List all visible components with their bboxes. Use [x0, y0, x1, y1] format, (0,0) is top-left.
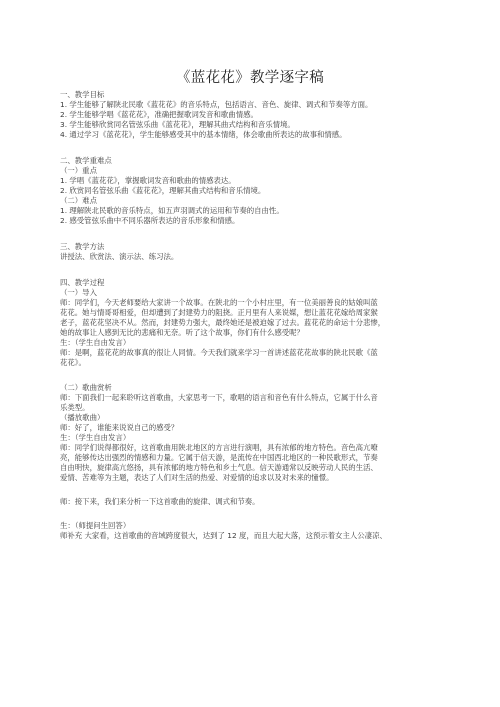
text-line: 花花。她与情哥哥相爱，但却遭到了封建势力的阻挠。正月里有人来说媒，想让蓝花花嫁给周家猴: [60, 308, 378, 317]
text-line: 师：同学们说得都很好，这首歌曲用陕北地区的方言进行演唱，具有浓郁的地方特色。音色高亢嘹: [60, 443, 378, 452]
text-line: 爱情、苦难等为主题，表达了人们对生活的热爱、对爱情的追求以及对未来的憧憬。: [60, 473, 334, 482]
text-line: （二）难点: [60, 196, 97, 205]
text-line: 1. 学生能够了解陕北民歌《蓝花花》的音乐特点，包括语言、音色、旋律、调式和节奏等方面。: [60, 100, 373, 109]
text-line: 四、教学过程: [60, 278, 105, 287]
text-line: 师：接下来，我们来分析一下这首歌曲的旋律、调式和节奏。: [60, 497, 260, 506]
text-line: 她的故事让人感到无比的悲痛和无奈。听了这个故事，你们有什么感受呢？: [60, 328, 304, 337]
text-line: 师：下面我们一起来聆听这首歌曲，大家思考一下，歌唱的语言和音色有什么特点，它属于什么音: [60, 393, 378, 402]
text-line: 乐类型。: [60, 403, 90, 412]
document-title: 《蓝花花》教学逐字稿: [176, 70, 324, 86]
text-line: 一、教学目标: [60, 90, 105, 99]
text-line: 老子，蓝花花坚决不从。然而，封建势力强大，最终她还是被迫嫁了过去。蓝花花的命运十分悲惨，: [60, 318, 386, 327]
text-line: （二）歌曲赏析: [60, 383, 112, 392]
text-line: （一）重点: [60, 166, 97, 175]
text-line: 1. 理解陕北民歌的音乐特点，如五声羽调式的运用和节奏的自由性。: [60, 206, 284, 215]
text-line: 花花》。: [60, 358, 86, 367]
text-line: 师补充 大家看，这首歌曲的音域跨度很大，达到了 12 度，而且大起大落，这预示着女主人公凄凉、: [60, 531, 387, 540]
text-line: 生：（学生自由发言）: [60, 433, 131, 442]
text-line: 师：好了，谁能来说说自己的感受？: [60, 423, 179, 432]
text-line: 2. 学生能够学唱《蓝花花》，准确把握歌词发音和歌曲情感。: [60, 110, 258, 119]
text-line: 2. 欣赏同名管弦乐曲《蓝花花》，理解其曲式结构和音乐情境。: [60, 186, 266, 195]
text-line: 师：是啊，蓝花花的故事真的很让人同情。今天我们就来学习一首讲述蓝花花故事的陕北民歌《蓝: [60, 348, 378, 357]
text-line: 4. 通过学习《蓝花花》，学生能够感受其中的基本情绪，体会歌曲所表达的故事和情感。: [60, 130, 347, 139]
text-line: 讲授法、欣赏法、演示法、练习法。: [60, 252, 179, 261]
text-line: 亮，能够传达出强烈的情感和力量。它属于信天游，是流传在中国西北地区的一种民歌形式，节奏: [60, 453, 378, 462]
text-line: （一）导入: [60, 288, 97, 297]
text-line: 师：同学们，今天老师要给大家讲一个故事。在陕北的一个小村庄里，有一位美丽善良的姑娘叫蓝: [60, 298, 378, 307]
text-line: 三、教学方法: [60, 242, 105, 251]
text-line: （播放歌曲）: [60, 413, 105, 422]
text-line: 3. 学生能够欣赏同名管弦乐曲《蓝花花》，理解其曲式结构和音乐情境。: [60, 120, 295, 129]
text-line: 自由明快，旋律高亢悠扬，具有浓郁的地方特色和乡土气息。信天游通常以反映劳动人民的生活、: [60, 463, 378, 472]
text-line: 生：（学生自由发言）: [60, 338, 131, 347]
text-line: 生：（师提问生回答）: [60, 521, 131, 530]
text-line: 1. 学唱《蓝花花》，掌握歌词发音和歌曲的情感表达。: [60, 176, 236, 185]
text-line: 2. 感受管弦乐曲中不同乐器所表达的音乐形象和情感。: [60, 216, 240, 225]
text-line: 二、教学重难点: [60, 156, 112, 165]
